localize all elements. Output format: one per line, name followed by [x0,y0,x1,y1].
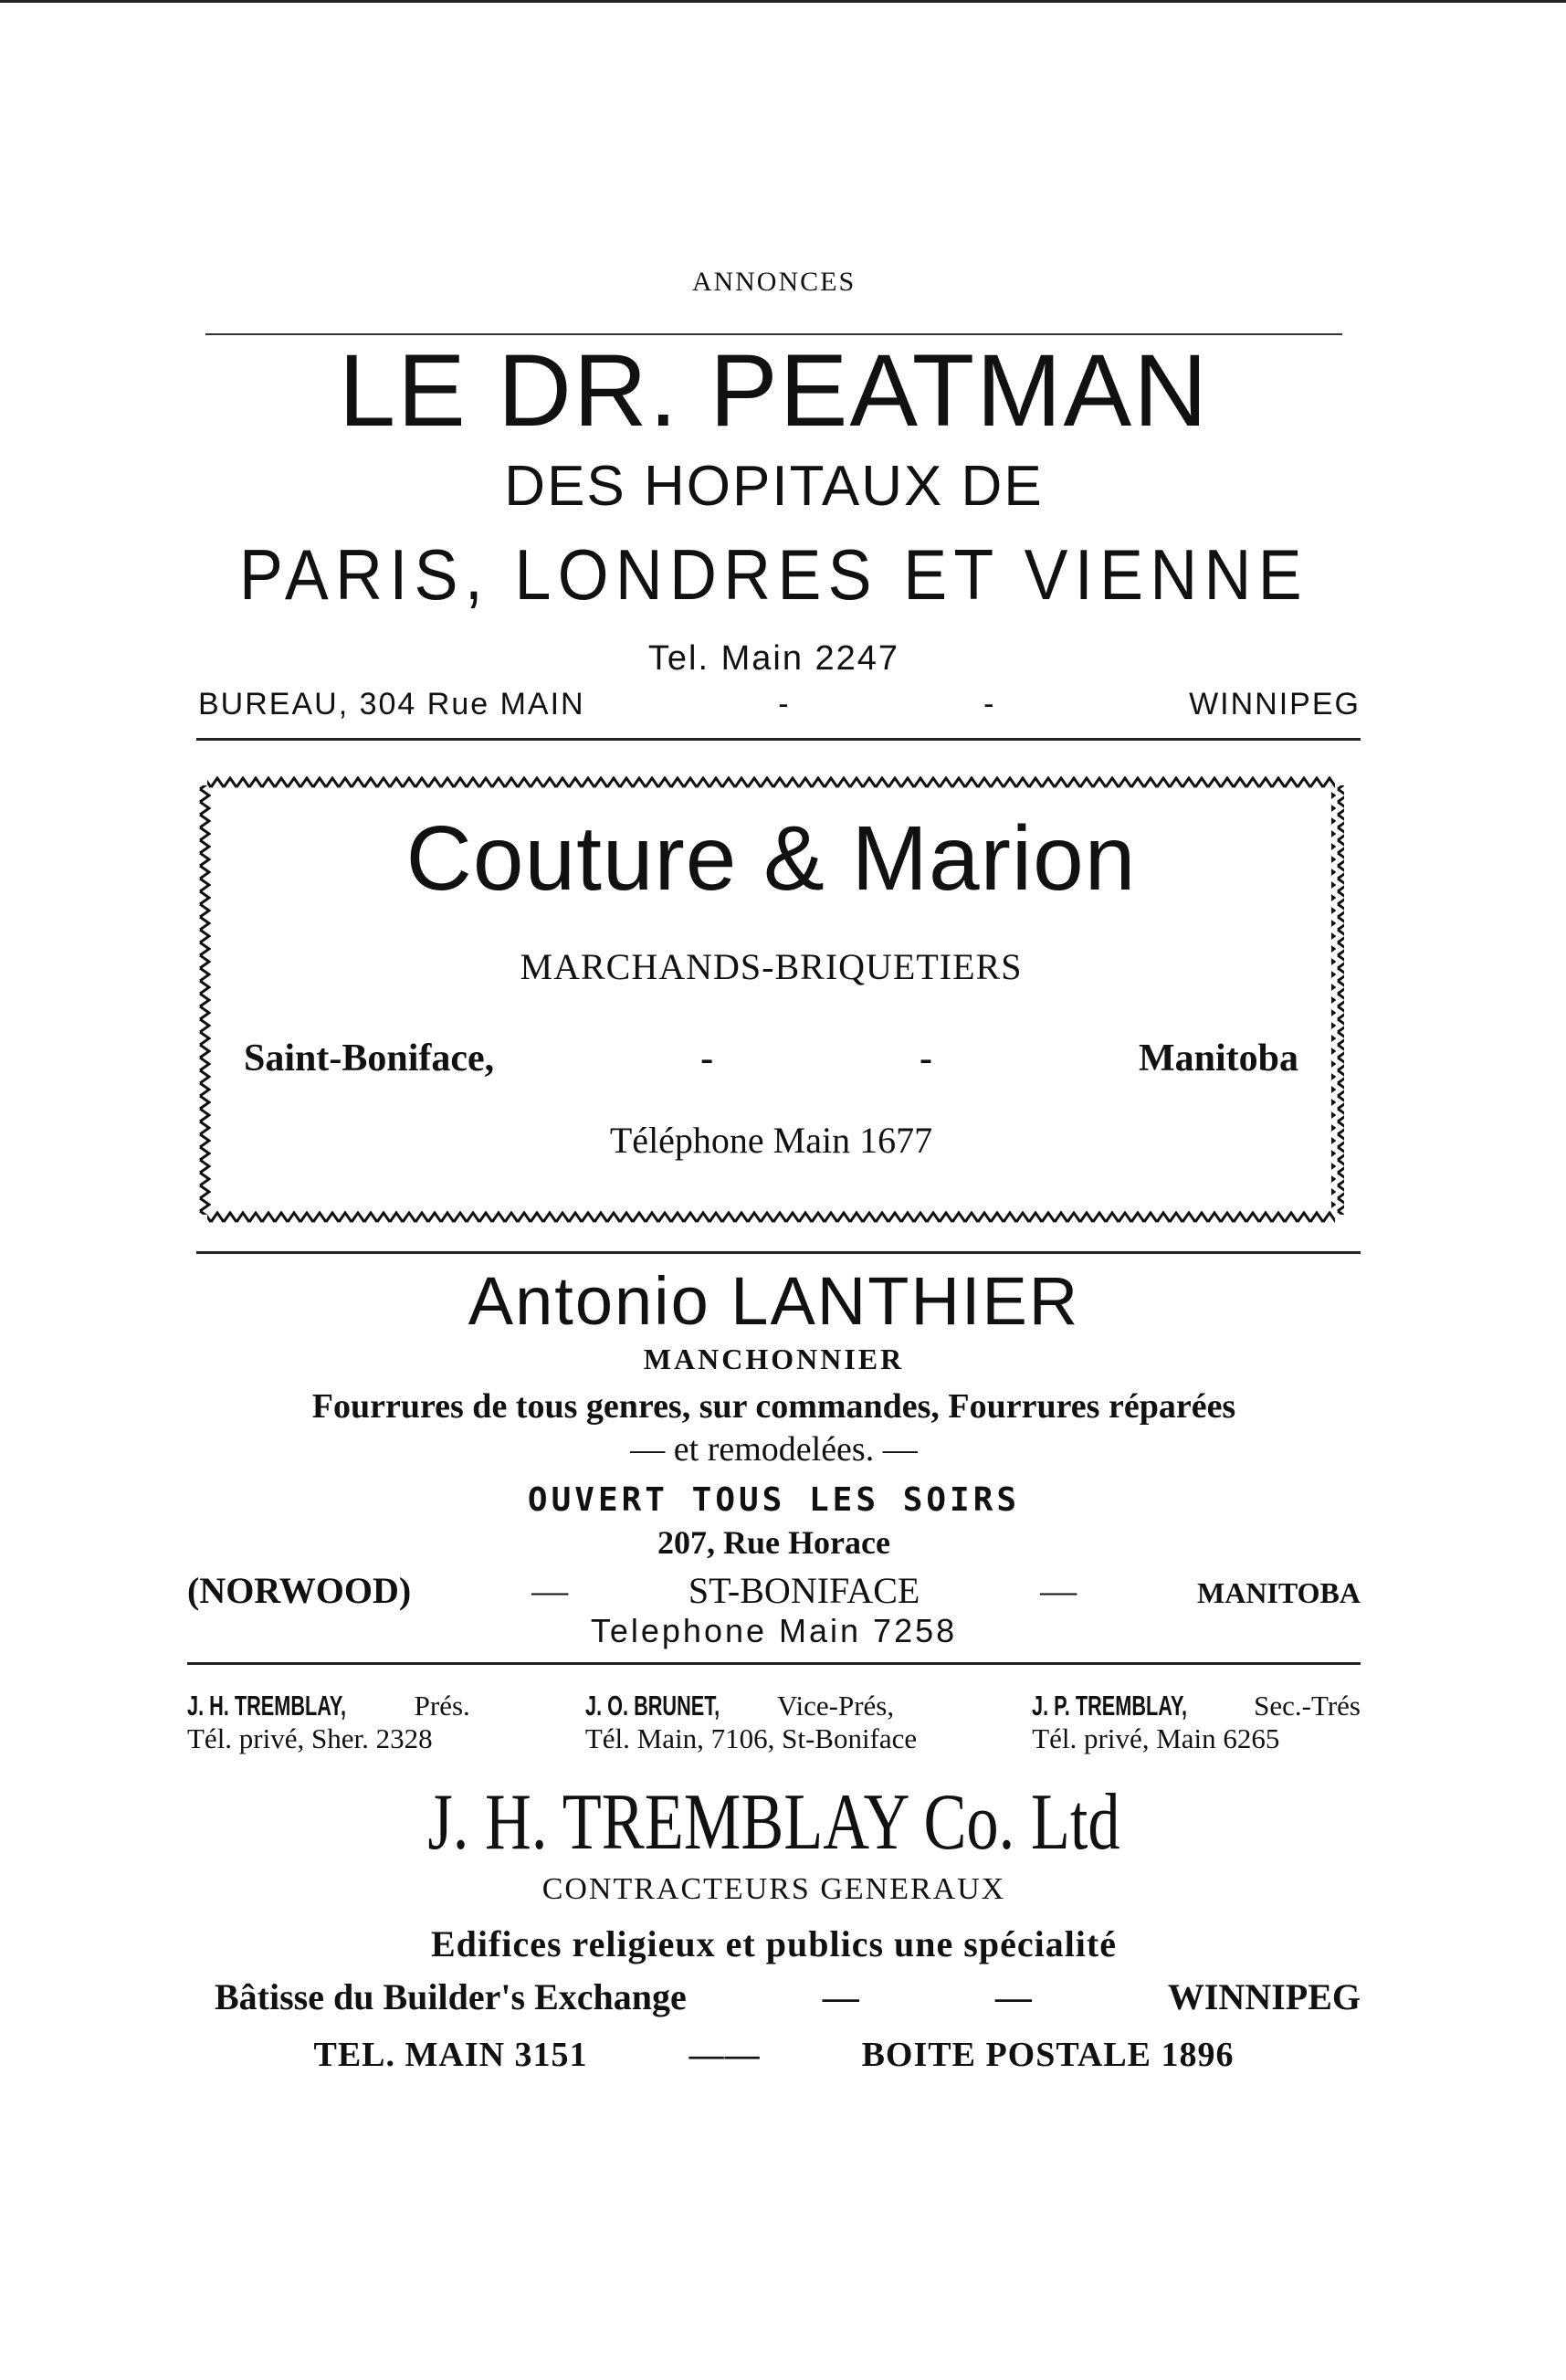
lanthier-description-line1: Fourrures de tous genres, sur commandes, Fourrures réparées [311,1387,1236,1426]
dash: - [920,1037,933,1079]
couture-marion-ad-box [198,776,1344,1224]
dash: — [994,1976,1032,2017]
officer [585,1690,917,1755]
officer-tel: Tél. privé, Main 6265 [1032,1722,1280,1754]
peatman-line2: DES HOPITAUX DE [504,455,1044,518]
lanthier-loc-mid: ST-BONIFACE [688,1570,920,1611]
dash: —— [688,2036,761,2074]
tremblay-company-name: J. H. TREMBLAY Co. Ltd [427,1778,1120,1867]
lanthier-street: 207, Rue Horace [657,1524,890,1561]
lanthier-role: MANCHONNIER [643,1343,905,1375]
tremblay-address-row [215,1975,1361,2018]
couture-marion-subtitle: MARCHANDS-BRIQUETIERS [520,946,1023,987]
tremblay-postal-box: BOITE POSTALE 1896 [861,2036,1235,2074]
couture-location-left: Saint-Boniface, [244,1037,495,1079]
lanthier-tel: Telephone Main 7258 [590,1612,958,1649]
officer-tel: Tél. Main, 7106, St-Boniface [584,1722,918,1754]
couture-location-row [244,1037,1298,1080]
dash: — [822,1976,859,2017]
divider [187,1662,1361,1665]
tremblay-contact-row [187,2035,1361,2075]
divider [196,738,1361,741]
tremblay-subtitle: CONTRACTEURS GENERAUX [541,1872,1006,1906]
peatman-city: WINNIPEG [1189,687,1361,721]
dash: - [983,687,996,721]
officer-name: J. P. TREMBLAY, [1032,1690,1188,1722]
dash: — [531,1570,569,1611]
lanthier-description-line2: — et remodelées. — [630,1430,918,1469]
lanthier-hours: OUVERT TOUS LES SOIRS [527,1481,1021,1519]
tremblay-specialty: Edifices religieux et publics une spécialité [430,1923,1117,1964]
officer-title: Prés. [414,1690,470,1722]
lanthier-loc-left: (NORWOOD) [187,1570,412,1611]
tremblay-officers [187,1690,1361,1755]
peatman-tel: Tel. Main 2247 [647,639,900,678]
dash: — [1040,1570,1077,1611]
divider [196,1251,1361,1254]
peatman-address: BUREAU, 304 Rue MAIN [198,687,585,721]
officer-tel: Tél. privé, Sher. 2328 [187,1722,433,1754]
officer-name: J. H. TREMBLAY, [187,1690,347,1722]
lanthier-location-row [187,1569,1361,1612]
page-top-border [0,0,1566,3]
peatman-address-row [198,687,1361,722]
officer-title: Vice-Prés, [777,1690,895,1722]
page-header: ANNONCES [691,267,857,297]
officer [187,1690,470,1755]
dash: - [778,687,791,721]
peatman-name: LE DR. PEATMAN [338,333,1210,448]
peatman-line3: PARIS, LONDRES ET VIENNE [239,534,1309,615]
lanthier-name: Antonio LANTHIER [468,1263,1080,1339]
tremblay-city: WINNIPEG [1167,1976,1361,2017]
officer-title: Sec.-Trés [1254,1690,1361,1722]
officer-name: J. O. BRUNET, [584,1690,720,1722]
couture-location-right: Manitoba [1138,1037,1298,1079]
lanthier-loc-right: MANITOBA [1197,1576,1361,1609]
couture-tel: Téléphone Main 1677 [609,1120,933,1161]
officer [1032,1690,1361,1755]
tremblay-address: Bâtisse du Builder's Exchange [215,1976,687,2017]
tremblay-tel: TEL. MAIN 3151 [313,2036,588,2074]
couture-marion-name: Couture & Marion [405,807,1137,910]
dash: - [700,1037,714,1079]
